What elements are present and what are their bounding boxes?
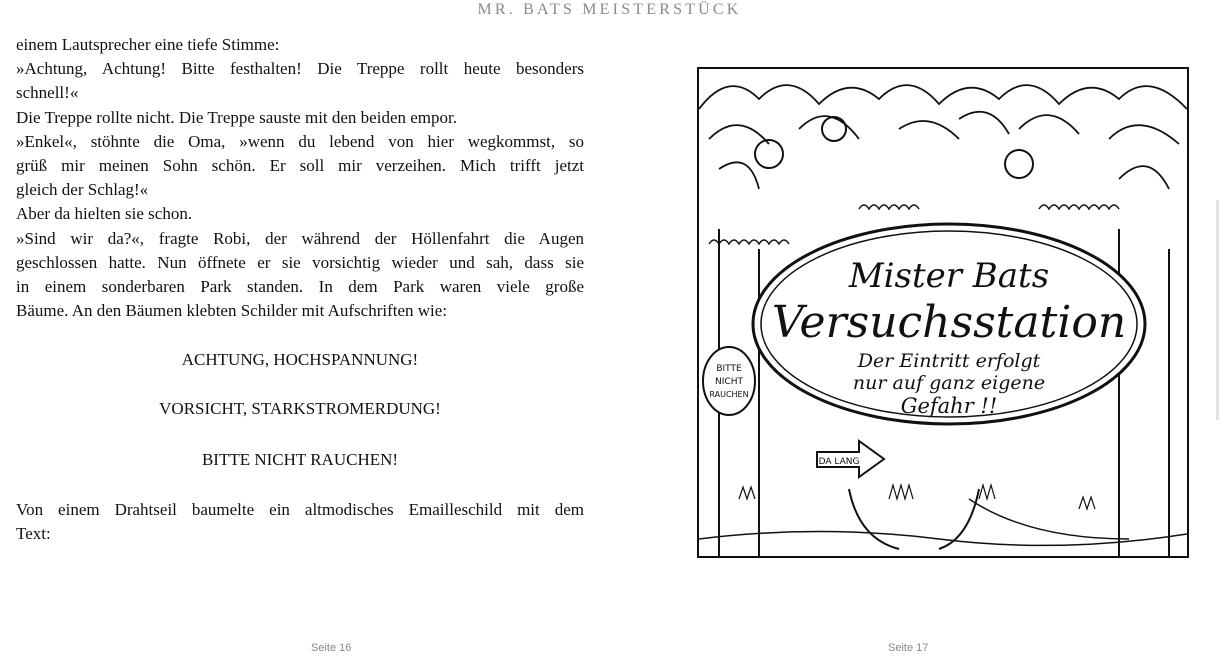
text-line: Bäume. An den Bäumen klebten Schilder mit Aufschriften wie: bbox=[16, 301, 448, 321]
sign-line: nur auf ganz eigene bbox=[852, 372, 1046, 394]
sign-line: Der Eintritt erfolgt bbox=[857, 350, 1041, 372]
coiled-cable bbox=[1039, 205, 1119, 209]
book-title: MR. BATS MEISTERSTÜCK bbox=[477, 1, 742, 18]
left-page-text bbox=[16, 33, 584, 546]
svg-text:DA LANG: DA LANG bbox=[818, 457, 860, 467]
cable bbox=[969, 499, 1129, 539]
leaves-canopy bbox=[699, 85, 1187, 189]
sign-title: Mister Bats bbox=[848, 256, 1050, 296]
grass bbox=[739, 485, 1095, 509]
sign-text-starkstromerdung: VORSICHT, STARKSTROMERDUNG! bbox=[159, 398, 441, 418]
text-line: Text: bbox=[16, 524, 51, 544]
text-line: geschlossen hatte. Nun öffnete er sie vorsichtig wieder und sah, dass sie bbox=[16, 252, 584, 272]
text-line: schnell!« bbox=[16, 83, 79, 103]
page-number-left: Seite 16 bbox=[311, 642, 352, 654]
text-line: Von einem Drahtseil baumelte ein altmodisches Emailleschild mit dem bbox=[16, 500, 584, 520]
sign-line: Gefahr !! bbox=[900, 394, 998, 418]
text-line: Die Treppe rollte nicht. Die Treppe sauste mit den beiden empor. bbox=[16, 107, 457, 127]
svg-text:BITTE: BITTE bbox=[716, 364, 742, 374]
coiled-cable bbox=[859, 205, 919, 209]
illustration bbox=[697, 67, 1189, 558]
coiled-cable bbox=[709, 240, 789, 244]
lamp-icon bbox=[822, 117, 846, 141]
svg-text:RAUCHEN: RAUCHEN bbox=[709, 390, 749, 399]
lamp-icon bbox=[1005, 150, 1033, 178]
text-line: grüß mir meinen Sohn schön. Er soll mir verzeihen. Mich trifft jetzt bbox=[16, 156, 584, 176]
sign-text-nicht-rauchen: BITTE NICHT RAUCHEN! bbox=[201, 449, 399, 469]
text-line: »Enkel«, stöhnte die Oma, »wenn du lebend von hier wegkommst, so bbox=[16, 131, 584, 151]
text-line: einem Lautsprecher eine tiefe Stimme: bbox=[16, 35, 280, 54]
page-number-right: Seite 17 bbox=[888, 642, 929, 654]
text-line: in einem sonderbaren Park standen. In dem Park waren viele große bbox=[16, 277, 584, 297]
svg-text:NICHT: NICHT bbox=[715, 377, 743, 387]
text-line: Aber da hielten sie schon. bbox=[16, 204, 193, 224]
text-line: gleich der Schlag!« bbox=[16, 180, 149, 200]
text-line: »Sind wir da?«, fragte Robi, der während der Höllenfahrt die Augen bbox=[16, 228, 584, 248]
lamp-icon bbox=[755, 140, 783, 168]
text-line: »Achtung, Achtung! Bitte festhalten! Die Treppe rollt heute besonders bbox=[16, 59, 584, 79]
sign-text-hochspannung: ACHTUNG, HOCHSPANNUNG! bbox=[181, 350, 419, 370]
sign-subtitle: Versuchsstation bbox=[771, 297, 1127, 348]
